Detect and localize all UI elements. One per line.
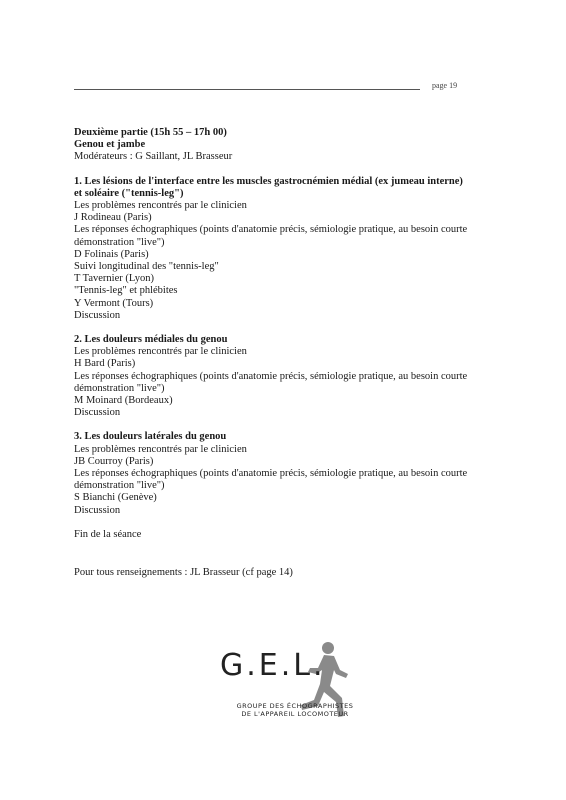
info-line: Pour tous renseignements : JL Brasseur (cf page 14) <box>74 567 293 579</box>
topic-line: Les réponses échographiques (points d'anatomie précis, sémiologie pratique, au besoin courte <box>74 468 468 480</box>
topic-title: 3. Les douleurs latérales du genou <box>74 431 227 443</box>
topic-line: Suivi longitudinal des "tennis-leg" <box>74 261 219 273</box>
topic-line: Discussion <box>74 504 121 516</box>
logo-subtitle-line: GROUPE DES ÉCHOGRAPHISTES <box>236 702 354 710</box>
logo-text: G.E.L. <box>220 648 326 683</box>
topic-line: JB Courroy (Paris) <box>74 455 154 467</box>
topic-3 <box>74 431 514 516</box>
topic-2 <box>74 334 514 419</box>
topic-line: Discussion <box>74 309 121 321</box>
topic-line: S Bianchi (Genève) <box>74 492 157 504</box>
topic-title: 1. Les lésions de l'interface entre les muscles gastrocnémien médial (ex jumeau interne) <box>74 175 463 187</box>
topic-line: M Moinard (Bordeaux) <box>74 395 173 407</box>
topic-line: Les problèmes rencontrés par le clinicien <box>74 200 247 212</box>
logo-subtitle-line: DE L'APPAREIL LOCOMOTEUR <box>241 710 349 718</box>
topic-line: Les problèmes rencontrés par le clinicien <box>74 443 247 455</box>
topic-title-cont: et soléaire ("tennis-leg") <box>74 187 184 199</box>
topic-line: D Folinais (Paris) <box>74 248 149 260</box>
page-number: page 19 <box>432 81 458 90</box>
topic-line: démonstration "live") <box>74 480 165 492</box>
topic-line: Les réponses échographiques (points d'anatomie précis, sémiologie pratique, au besoin courte <box>74 224 468 236</box>
topic-line: J Rodineau (Paris) <box>74 212 152 224</box>
section-title: Deuxième partie (15h 55 – 17h 00) <box>74 127 227 138</box>
topic-line: Discussion <box>74 407 121 419</box>
moderators: Modérateurs : G Saillant, JL Brasseur <box>74 151 233 163</box>
topic-line: démonstration "live") <box>74 236 165 248</box>
topic-title: 2. Les douleurs médiales du genou <box>74 334 228 346</box>
topic-line: démonstration "live") <box>74 382 165 394</box>
topic-line: Y Vermont (Tours) <box>74 297 154 309</box>
topic-line: H Bard (Paris) <box>74 358 136 370</box>
section-subtitle: Genou et jambe <box>74 139 146 151</box>
program-content <box>74 127 514 579</box>
topic-line: Les réponses échographiques (points d'anatomie précis, sémiologie pratique, au besoin courte <box>74 370 468 382</box>
header-rule <box>74 89 420 90</box>
topic-line: Les problèmes rencontrés par le clinicien <box>74 346 247 358</box>
closing-line: Fin de la séance <box>74 528 142 540</box>
topic-1 <box>74 176 514 322</box>
logo-subtitle <box>220 702 370 718</box>
gel-logo <box>220 640 370 726</box>
topic-line: "Tennis-leg" et phlébites <box>74 285 178 297</box>
topic-line: T Tavernier (Lyon) <box>74 273 154 285</box>
